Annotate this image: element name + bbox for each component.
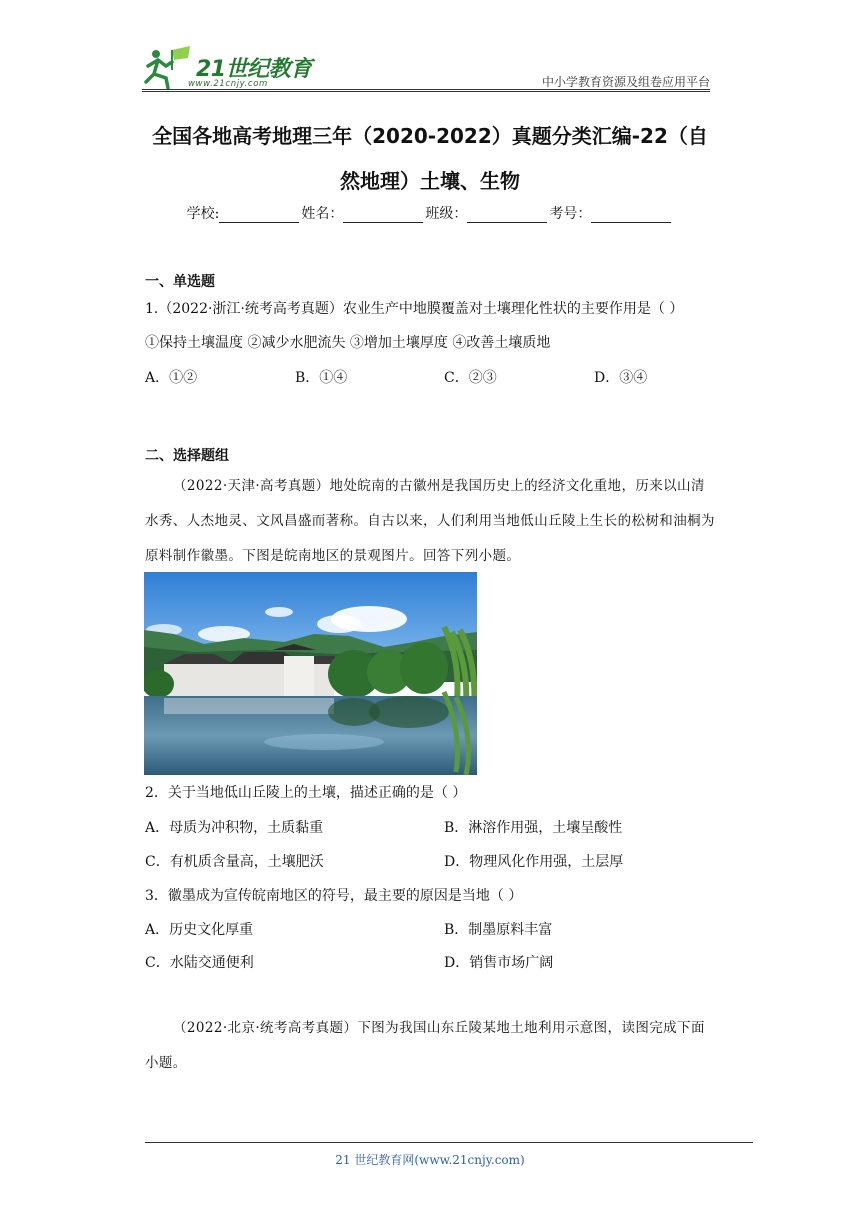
- question-2-option-d[interactable]: D．物理风化作用强，土层厚: [444, 854, 624, 870]
- class-field[interactable]: [467, 208, 547, 223]
- header-divider: [142, 89, 710, 90]
- page-title-line1: 全国各地高考地理三年（2020-2022）真题分类汇编-22（自: [152, 124, 708, 148]
- question-3-option-d[interactable]: D．销售市场广阔: [444, 955, 554, 971]
- question-2-stem: 2．关于当地低山丘陵上的土壤，描述正确的是（ ）: [145, 785, 467, 801]
- section-heading-single-choice: 一、单选题: [145, 274, 215, 290]
- question-1-option-a[interactable]: A．①②: [145, 370, 198, 386]
- question-2-option-c[interactable]: C．有机质含量高，土壤肥沃: [145, 854, 324, 870]
- logo-text: 21世纪教育: [196, 57, 312, 82]
- passage-beijing: （2022·北京·统考高考真题）下图为我国山东丘陵某地土地利用示意图，读图完成下面小题。: [145, 1020, 705, 1071]
- class-label: 班级：: [425, 206, 468, 222]
- question-1-option-c[interactable]: C．②③: [444, 370, 497, 386]
- exam-no-label: 考号：: [549, 206, 592, 222]
- footer-link[interactable]: 21 世纪教育网(www.21cnjy.com): [335, 1153, 525, 1167]
- question-1-option-d[interactable]: D．③④: [594, 370, 648, 386]
- question-2-option-b[interactable]: B．淋溶作用强，土壤呈酸性: [444, 820, 623, 836]
- header-divider-secondary: [142, 91, 710, 92]
- platform-label: 中小学教育资源及组卷应用平台: [541, 75, 710, 89]
- question-1-stem: 1.（2022·浙江·统考高考真题）农业生产中地膜覆盖对土壤理化性状的主要作用是（ ）: [145, 301, 684, 317]
- passage-tianjin: （2022·天津·高考真题）地处皖南的古徽州是我国历史上的经济文化重地，历来以山清水秀、人杰地灵、文风昌盛而著称。自古以来，人们利用当地低山丘陵上生长的松树和油桐为原料制作徽墨。下图是皖南地区的景观图片。回答下列小题。: [145, 478, 715, 564]
- question-3-stem: 3．徽墨成为宣传皖南地区的符号，最主要的原因是当地（ ）: [145, 888, 523, 904]
- question-3-option-c[interactable]: C．水陆交通便利: [145, 955, 254, 971]
- page-title-line2: 然地理）土壤、生物: [340, 169, 520, 193]
- section-heading-question-group: 二、选择题组: [145, 448, 229, 464]
- footer-divider: [145, 1142, 753, 1143]
- logo-url: www.21cnjy.com: [188, 79, 268, 89]
- question-1-option-b[interactable]: B．①④: [295, 370, 348, 386]
- landscape-photo: [144, 572, 477, 775]
- name-field[interactable]: [343, 208, 423, 223]
- question-3-option-a[interactable]: A．历史文化厚重: [145, 922, 254, 938]
- school-field[interactable]: [219, 208, 299, 223]
- question-1-items: ①保持土壤温度 ②减少水肥流失 ③增加土壤厚度 ④改善土壤质地: [145, 335, 551, 351]
- question-2-option-a[interactable]: A．母质为冲积物，土质黏重: [145, 820, 324, 836]
- question-3-option-b[interactable]: B．制墨原料丰富: [444, 922, 553, 938]
- name-label: 姓名：: [301, 206, 344, 222]
- exam-no-field[interactable]: [591, 208, 671, 223]
- school-label: 学校:: [186, 206, 220, 222]
- student-info: [140, 203, 720, 223]
